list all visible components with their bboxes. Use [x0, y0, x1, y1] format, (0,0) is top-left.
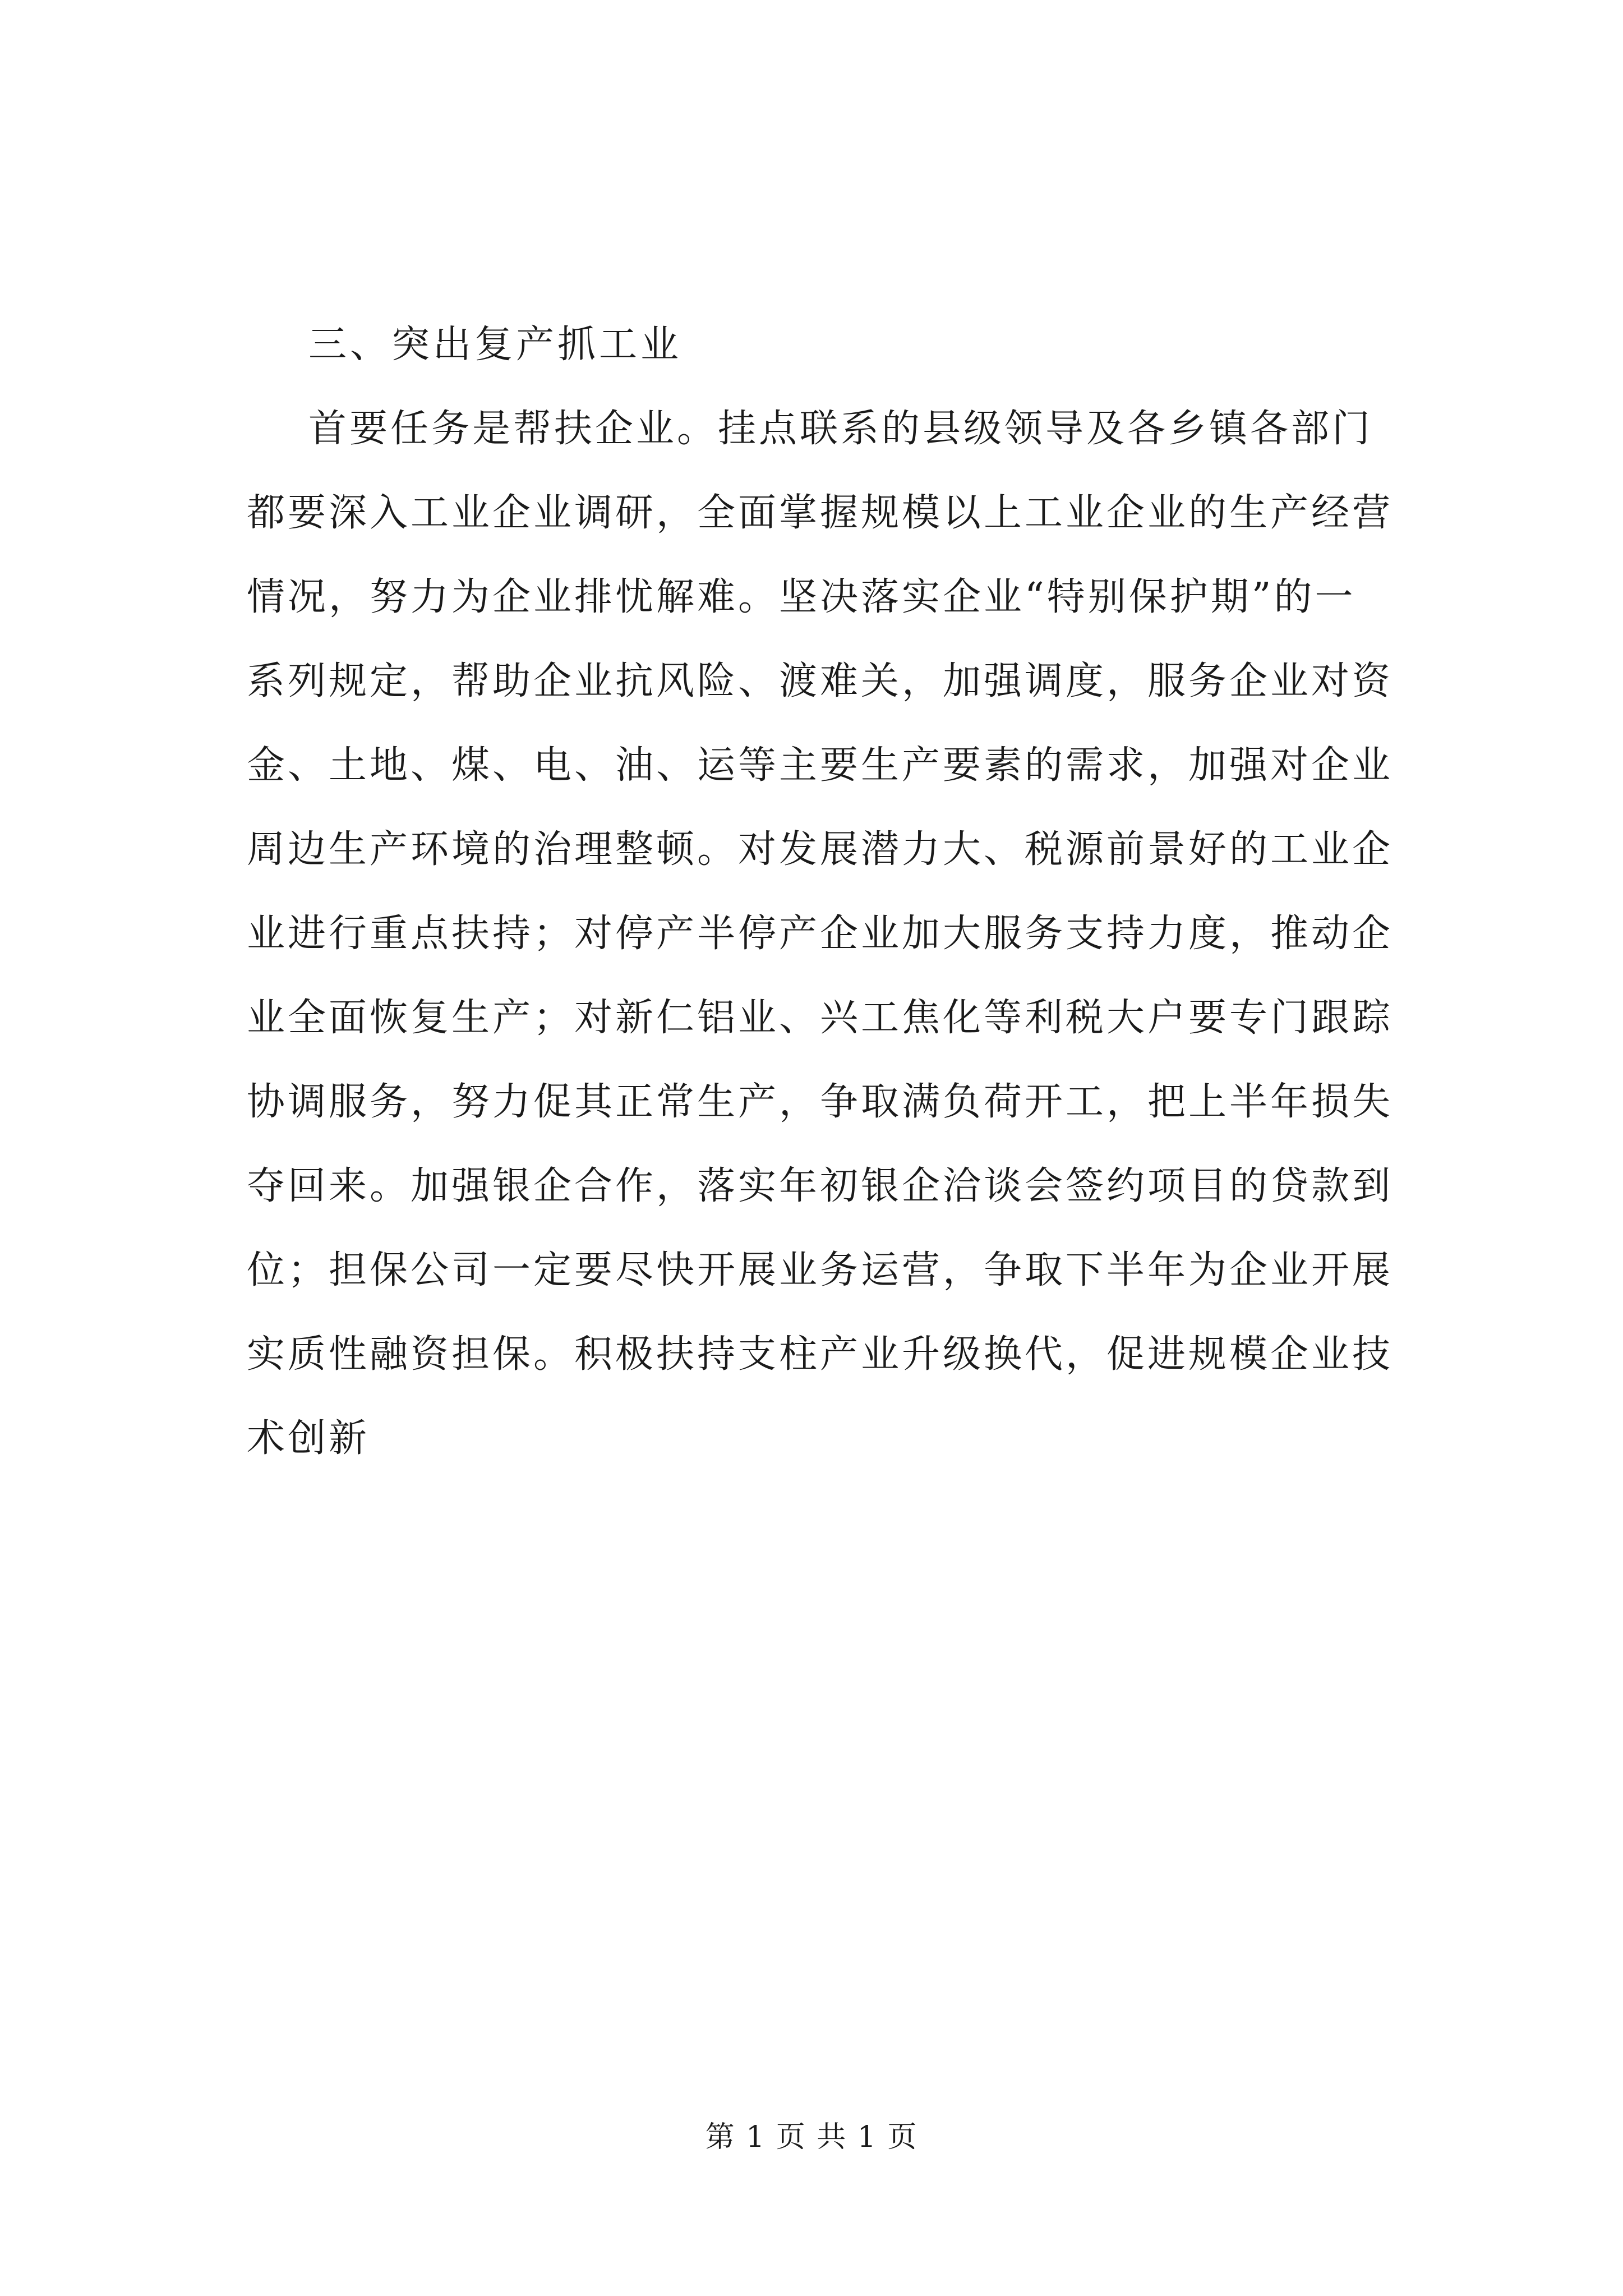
paragraph-line: 都要深入工业企业调研，全面掌握规模以上工业企业的生产经营: [247, 491, 1394, 535]
paragraph-line: 术创新: [247, 1416, 370, 1461]
paragraph-line: 首要任务是帮扶企业。挂点联系的县级领导及各乡镇各部门: [308, 407, 1373, 451]
paragraph-line: 业进行重点扶持；对停产半停产企业加大服务支持力度，推动企: [247, 912, 1394, 956]
paragraph-line: 业全面恢复生产；对新仁铝业、兴工焦化等利税大户要专门跟踪: [247, 996, 1394, 1040]
paragraph-line: 协调服务，努力促其正常生产，争取满负荷开工，把上半年损失: [247, 1080, 1394, 1124]
document-body: [247, 303, 1430, 1481]
paragraph-line: 位；担保公司一定要尽快开展业务运营，争取下半年为企业开展: [247, 1248, 1394, 1292]
paragraph: [247, 387, 1430, 1481]
paragraph-line: 情况，努力为企业排忧解难。坚决落实企业“特别保护期”的一: [247, 575, 1356, 619]
paragraph-line: 实质性融资担保。积极扶持支柱产业升级换代，促进规模企业技: [247, 1332, 1394, 1377]
paragraph-line: 系列规定，帮助企业抗风险、渡难关，加强调度，服务企业对资: [247, 659, 1394, 703]
paragraph-line: 金、土地、煤、电、油、运等主要生产要素的需求，加强对企业: [247, 743, 1394, 788]
page-number-footer: 第 1 页 共 1 页: [705, 2120, 918, 2154]
paragraph-line: 夺回来。加强银企合作，落实年初银企洽谈会签约项目的贷款到: [247, 1164, 1394, 1208]
paragraph-line: 周边生产环境的治理整顿。对发展潜力大、税源前景好的工业企: [247, 827, 1394, 872]
section-heading: 三、突出复产抓工业: [308, 323, 683, 367]
